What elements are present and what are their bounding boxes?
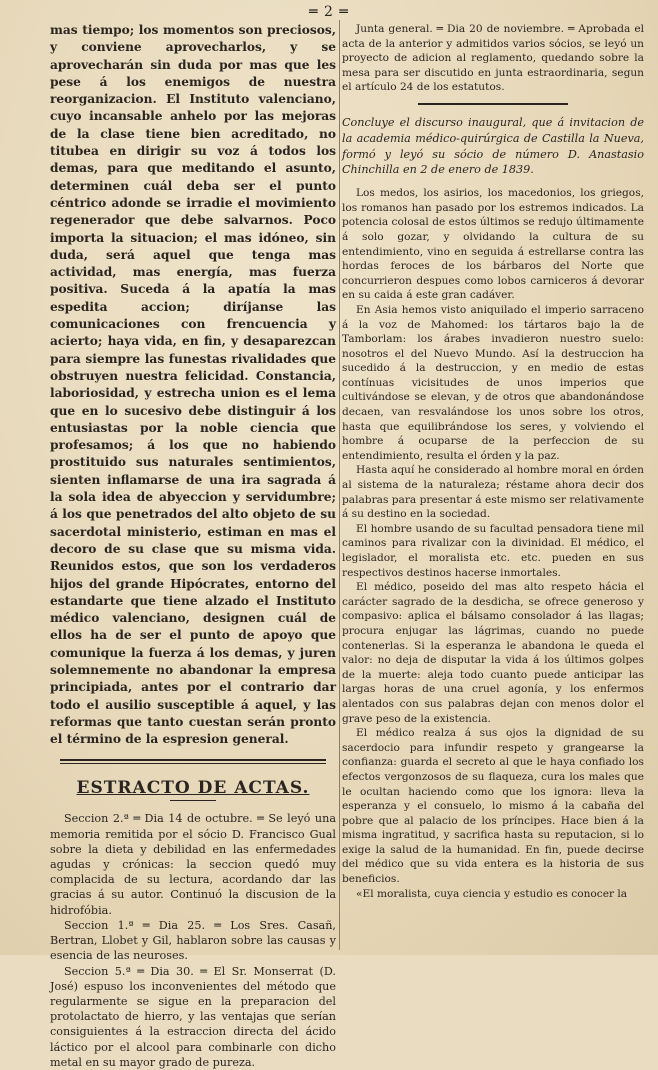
section-separator — [50, 756, 336, 766]
discourse-paragraph: Los medos, los asirios, los macedonios, los griegos, los romanos han pasado por los estremos indicados. La potencia colosal de estos últimos se redujo últimamente á solo gozar, y olvidando la cultura de su entendimiento, vino en seguida á estrellarse contra las hordas feroces de los bárbaros del Norte que concurrieron despues como lobos carniceros á devorar en su caida á este gran cadáver. — [342, 187, 644, 302]
section-heading: ESTRACTO DE ACTAS. — [76, 778, 310, 799]
column-divider — [339, 20, 340, 950]
discourse-paragraph: «El moralista, cuya ciencia y estudio es conocer la — [356, 887, 628, 900]
heading-rule — [170, 800, 216, 801]
page-number: ═ 2 ═ — [309, 4, 349, 20]
discourse-intro: Concluye el discurso inaugural, que á invitacion de la academia médico-quirúrgica de Castilla la Nueva, formó y leyó su sócio de número D. Anastasio Chinchilla en 2 de enero de 1839. — [342, 115, 644, 177]
left-paragraph: mas tiempo; los momentos son preciosos, y conviene aprovecharlos, y se aprovecharán sin duda por mas que les pese á los enemigos de nuestra reorganizacion. El Instituto valenciano, cuyo incansable anhelo por las mejoras de la clase tiene bien acreditado, no titubea en dirigir su voz á todos los demas, para que meditando el asunto, determinen cuál deba ser el punto céntrico adonde se irradie el movimiento regenerador que debe salvarnos. Poco importa la situacion; el mas idóneo, sin duda, será aquel que tenga mas actividad, mas energía, mas fuerza positiva. Suceda á la apatía la mas espedita accion; diríjanse las comunicaciones con frencuencia y acierto; haya vida, en fin, y desaparezcan para siempre las funestas rivalidades que obstruyen nuestra felicidad. Constancia, laboriosidad, y estrecha union es el lema que en lo sucesivo debe distinguir á los entusiastas por la noble ciencia que profesamos; á los que no habiendo prostituido sus naturales sentimientos, sienten inflamarse de una ira sagrada á la sola idea de abyeccion y servidumbre; á los que penetrados del alto objeto de su sacerdotal ministerio, estiman en mas el decoro de su clase que su misma vida. Reunidos estos, que son los verdaderos hijos del grande Hipócrates, entorno del estandarte que tiene alzado el Instituto médico valenciano, designen cuál de ellos ha de ser el punto de apoyo que comunique la fuerza á los demas, y juren solemnemente no abandonar la empresa principiada, antes por el contrario dar todo el ausilio susceptible á aquel, y las reformas que tanto cuestan serán pronto el término de la espresion general. — [50, 23, 336, 747]
general-assembly-paragraph: Junta general. ═ Dia 20 de noviembre. ═ Aprobada el acta de la anterior y admitidos varios sócios, se leyó un proyecto de adicion al reglamento, quedando sobre la mesa para ser discutido en junta estraordinaria, segun el artículo 24 de los estatutos. — [342, 23, 644, 94]
discourse-paragraph: El médico, poseido del mas alto respeto hácia el carácter sagrado de la desdicha, se ofrece generoso y compasivo: aplica el bálsamo consolador á las llagas; procura enjugar las lágrimas, cuando no puede contenerlas. Si la esperanza le abandona le queda el valor: no deja de disputar la vida á los últimos golpes de la muerte: aleja todo cuanto puede anticipar las largas horas de una cruel agonía, y los enfermos alentados con sus palabras dejan con menos dolor el grave peso de la existencia. — [342, 581, 644, 725]
discourse-paragraph: El médico realza á sus ojos la dignidad de su sacerdocio para infundir respeto y grangearse la confianza: guarda el secreto al que le haya confiado los efectos vergonzosos de su flaqueza, cura los males que le ocultan haciendo como que los ignora: lleva la esperanza y el consuelo, lo mismo á la cabaña del pobre que al palacio de los príncipes. Hace bien á la misma ingratitud, y sacrifica hasta su reputacion, si lo exige la salud de la humanidad. En fin, puede decirse del médico que su vida entera es la historia de sus beneficios. — [342, 727, 644, 886]
discourse-paragraph: Hasta aquí he considerado al hombre moral en órden al sistema de la naturaleza; réstame ahora decir dos palabras para presentar á este mismo ser relativamente á su destino en la sociedad. — [342, 464, 644, 521]
discourse-paragraph: El hombre usando de su facultad pensadora tiene mil caminos para rivalizar con la divinidad. El médico, el legislador, el moralista etc. etc. pueden en sus respectivos destinos hacerse inmortales. — [342, 522, 644, 579]
session-paragraph: Seccion 5.ª ═ Dia 30. ═ El Sr. Monserrat (D. José) espuso los inconvenientes del método que regularmente se sigue en la preparacion del protolactato de hierro, y las ventajas que serían consiguientes á la estraccion directa del ácido láctico por el alcool para combinarle con dicho metal en su mayor grado de pureza. — [50, 964, 336, 1069]
ornamental-rule — [418, 101, 568, 107]
left-column — [50, 22, 336, 1069]
right-column — [342, 22, 644, 950]
discourse-paragraph: En Asia hemos visto aniquilado el imperio sarraceno á la voz de Mahomed: los tártaros bajo la de Tamborlam: los árabes invadieron nuestro suelo: nosotros el del Nuevo Mundo. Así la destruccion ha sucedido á la destruccion, y en medio de estas contínuas vicisitudes de unos imperios que cultivándose se elevan, y de otros que abandonándose decaen, van resvalándose los unos sobre los otros, hasta que equilibrándose los seres, y volviendo el hombre á ocuparse de la perfeccion de su entendimiento, resulta el órden y la paz. — [342, 303, 644, 462]
session-paragraph: Seccion 1.ª ═ Dia 25. ═ Los Sres. Casañ, Bertran, Llobet y Gil, hablaron sobre las causas y esencia de las neuroses. — [50, 918, 336, 963]
session-paragraph: Seccion 2.ª ═ Dia 14 de octubre. ═ Se leyó una memoria remitida por el sócio D. Francisco Gual sobre la dieta y debilidad en las enfermedades agudas y crónicas: la seccion quedó muy complacida de su lectura, acordando dar las gracias á su autor. Continuó la discusion de la hidrofóbia. — [50, 812, 336, 917]
